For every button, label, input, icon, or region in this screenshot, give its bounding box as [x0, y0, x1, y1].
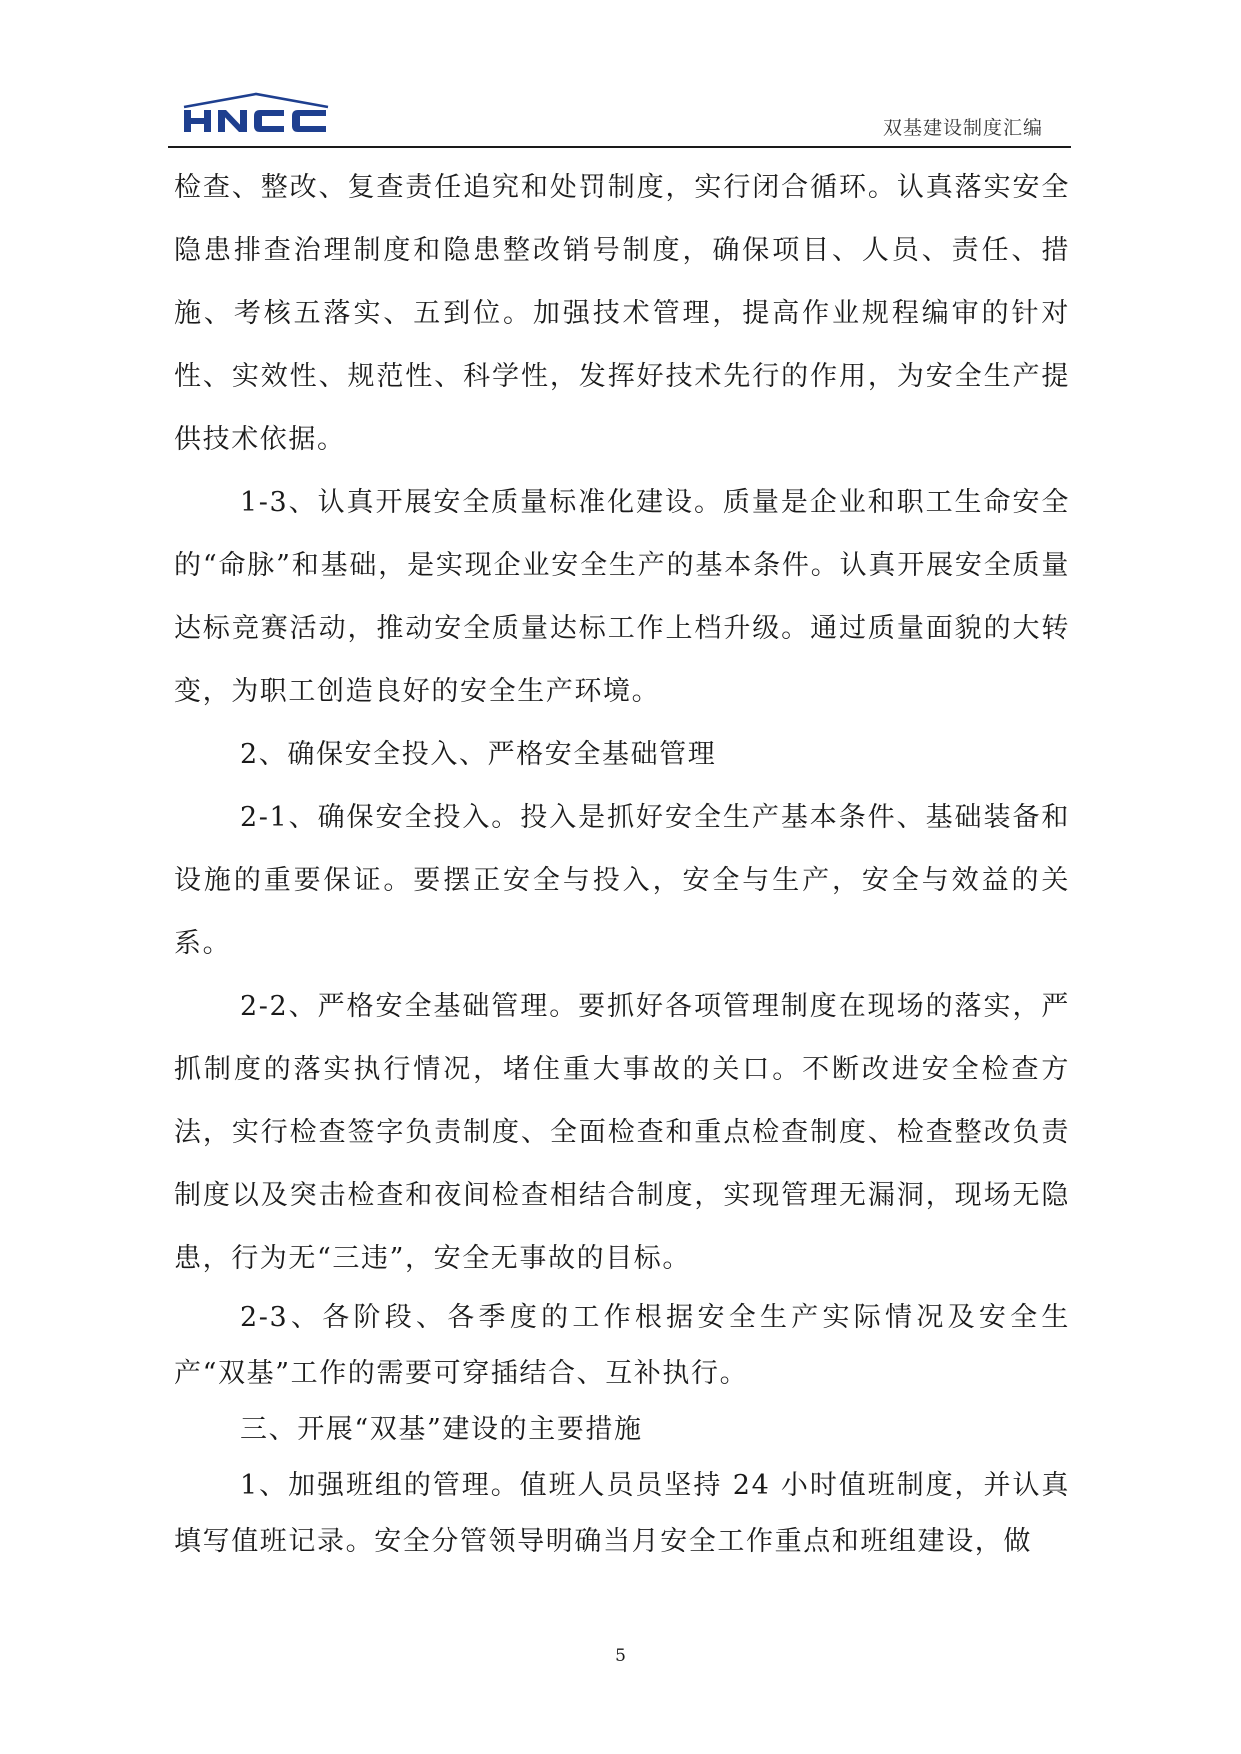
header-title: 双基建设制度汇编	[882, 117, 1043, 139]
paragraph-2-3: 2-3、各阶段、各季度的工作根据安全生产实际情况及安全生产“双基”工作的需要可穿插结合、互补执行。	[174, 1302, 1070, 1389]
paragraph-1: 检查、整改、复查责任追究和处罚制度，实行闭合循环。认真落实安全隐患排查治理制度和隐患整改销号制度，确保项目、人员、责任、措施、考核五落实、五到位。加强技术管理，提高作业规程编审的针对性、实效性、规范性、科学性，发挥好技术先行的作用，为安全生产提供技术依据。	[174, 172, 1070, 455]
section-heading-2: 2、确保安全投入、严格安全基础管理	[240, 739, 717, 770]
paragraph-2: 1-3、认真开展安全质量标准化建设。质量是企业和职工生命安全的“命脉”和基础，是实现企业安全生产的基本条件。认真开展安全质量达标竞赛活动，推动安全质量达标工作上档升级。通过质量面貌的大转变，为职工创造良好的安全生产环境。	[174, 487, 1070, 707]
paragraph-2-1: 2-1、确保安全投入。投入是抓好安全生产基本条件、基础装备和设施的重要保证。要摆正安全与投入，安全与生产，安全与效益的关系。	[174, 802, 1070, 959]
body-text	[174, 156, 1070, 1570]
hncc-logo	[180, 92, 332, 134]
paragraph-3-1: 1、加强班组的管理。值班人员员坚持 24 小时值班制度，并认真填写值班记录。安全分管领导明确当月安全工作重点和班组建设，做	[174, 1470, 1070, 1557]
paragraph-2-2: 2-2、严格安全基础管理。要抓好各项管理制度在现场的落实，严抓制度的落实执行情况，堵住重大事故的关口。不断改进安全检查方法，实行检查签字负责制度、全面检查和重点检查制度、检查整改负责制度以及突击检查和夜间检查相结合制度，实现管理无漏洞，现场无隐患，行为无“三违”，安全无事故的目标。	[174, 991, 1070, 1274]
page-number: 5	[615, 1646, 626, 1666]
section-heading-3: 三、开展“双基”建设的主要措施	[240, 1414, 643, 1445]
page-header	[168, 90, 1071, 148]
